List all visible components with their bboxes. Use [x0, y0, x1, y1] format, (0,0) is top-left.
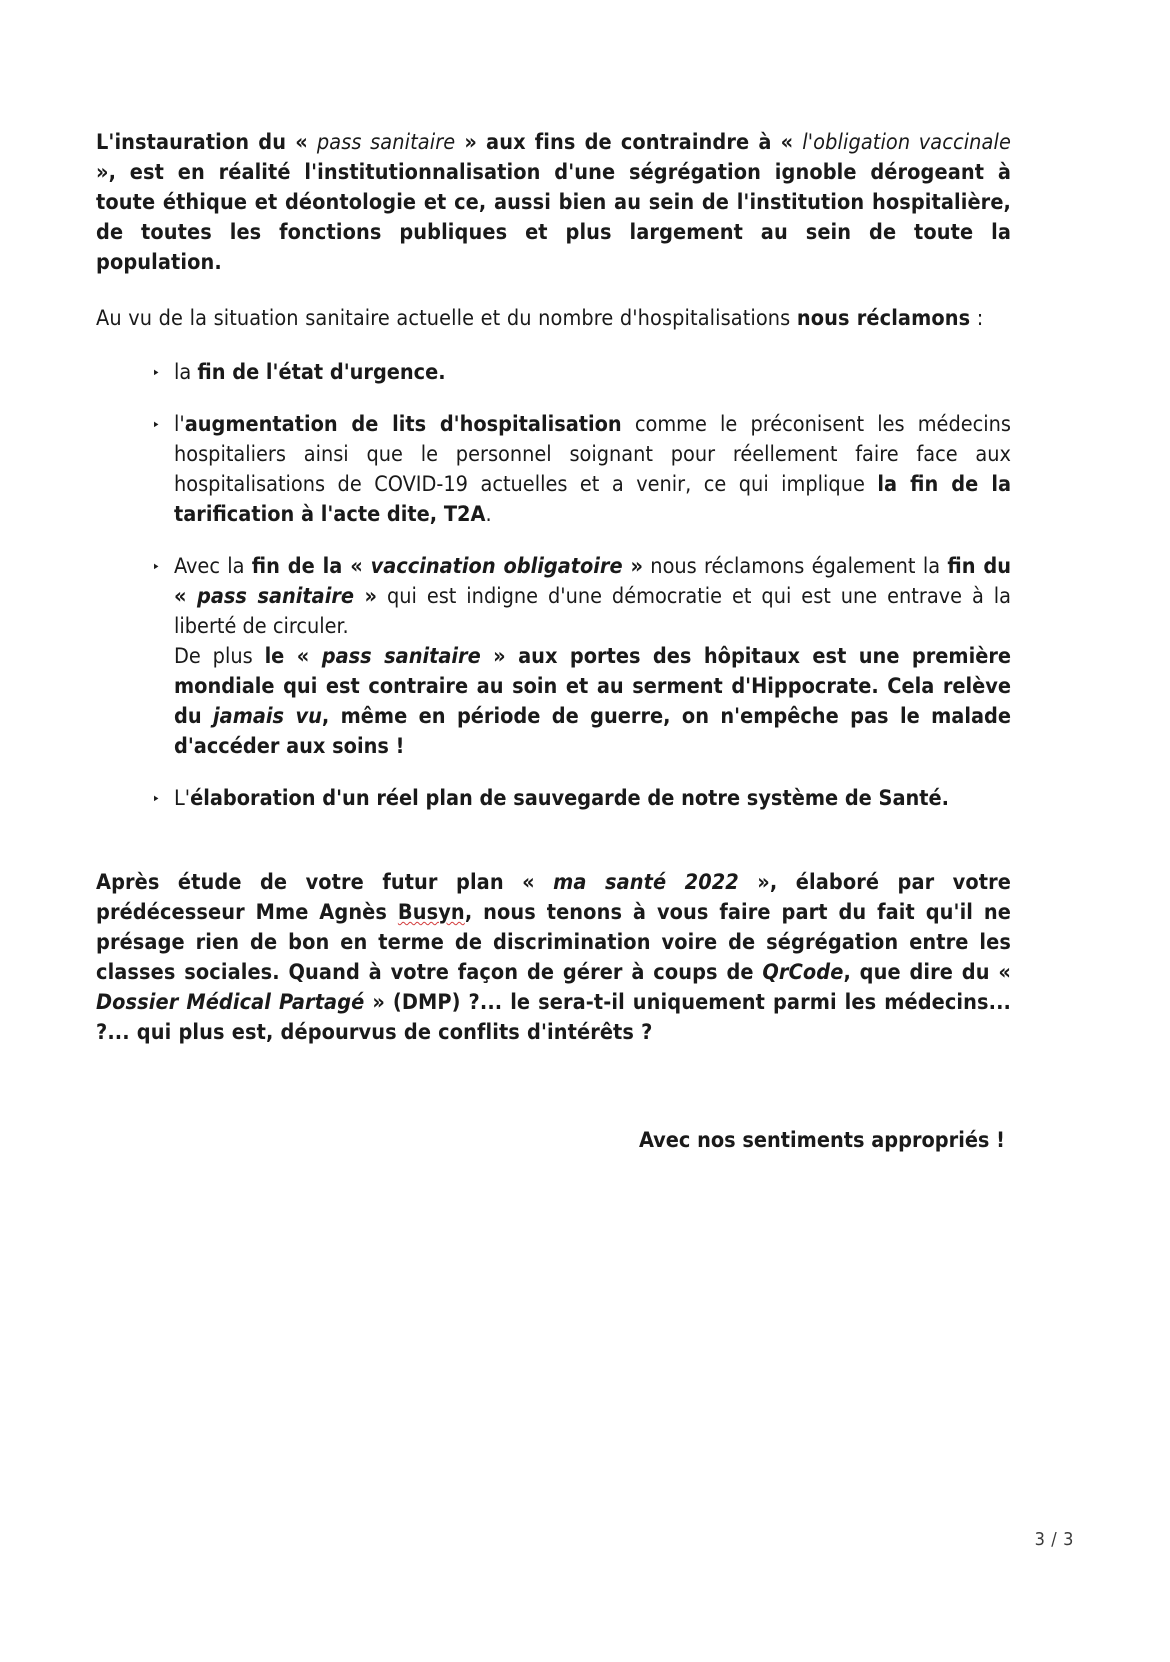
bold-run: » aux portes des hôpitaux est une première mondiale qui est contraire au soin et au serment d'Hippocrate. Cela relève du: [174, 644, 1011, 729]
page-number: 3 / 3: [1034, 1529, 1074, 1550]
text-run: qui est indigne d'une démocratie et qui est une entrave à la liberté de circuler.: [174, 584, 1011, 639]
text-run: De plus: [174, 644, 265, 669]
italic-obligation-vaccinale: l'obligation vaccinale: [802, 130, 1011, 155]
bolditalic-ma-sante-2022: ma santé 2022: [553, 870, 739, 895]
text-run: :: [970, 306, 984, 331]
guillemet-open: «: [295, 130, 317, 155]
text-run: , que dire du «: [843, 960, 1011, 985]
bold-augmentation-lits: augmentation de lits d'hospitalisation: [184, 412, 622, 437]
paragraph-apres-etude: [96, 868, 1011, 1048]
text-run: la: [174, 360, 198, 385]
bolditalic-pass-sanitaire: pass sanitaire: [197, 584, 355, 609]
text-run: » (DMP) ?... le sera-t-il uniquement parmi les médecins... ?... qui plus est, dépourvus de conflits d'intérêts ?: [96, 990, 1011, 1045]
document-body: [96, 128, 1011, 1178]
spacer: [96, 814, 1011, 868]
bolditalic-pass-sanitaire: pass sanitaire: [321, 644, 481, 669]
text-run: nous réclamons également la: [643, 554, 948, 579]
text-run: », élaboré par votre prédécesseur Mme Agnès: [96, 870, 1011, 925]
bold-run: fin de l'état d'urgence.: [197, 360, 446, 385]
bold-t2a: la fin de la tarification à l'acte dite, T2A: [174, 472, 1011, 527]
bold-run: élaboration d'un réel plan de sauvegarde de notre système de Santé.: [190, 786, 949, 811]
text-run: l': [174, 412, 185, 437]
triangle-bullet-icon: ‣: [152, 558, 160, 576]
bolditalic-dossier-medical-partage: Dossier Médical Partagé: [96, 990, 365, 1015]
text-run: , nous tenons à vous faire part du fait qu'il ne présage rien de bon en terme de discrimination voire de ségrégation entre les classes sociales. Quand à votre façon de gérer à coups de: [96, 900, 1011, 985]
demands-list: [96, 358, 1011, 814]
guillemet-open: «: [780, 130, 803, 155]
triangle-bullet-icon: ‣: [152, 790, 160, 808]
closing-salutation: Avec nos sentiments appropriés !: [638, 1128, 1005, 1153]
guillemet-close: »,: [96, 160, 117, 185]
guillemet-close: »: [455, 130, 477, 155]
list-item-fin-etat-urgence: [152, 358, 1011, 388]
text-run: Après étude de votre futur plan «: [96, 870, 554, 895]
paragraph-instauration: [96, 128, 1011, 278]
text-run: L'instauration du: [96, 130, 296, 155]
text-run: .: [485, 502, 492, 527]
text-run: L': [174, 786, 191, 811]
bolditalic-vaccination-obligatoire: vaccination obligatoire: [370, 554, 623, 579]
bold-run: »: [622, 554, 643, 579]
list-item-augmentation-lits: [152, 410, 1011, 530]
triangle-bullet-icon: ‣: [152, 364, 160, 382]
bolditalic-jamais-vu: jamais vu: [213, 704, 322, 729]
bold-run: fin du «: [174, 554, 1011, 609]
bold-run: , même en période de guerre, on n'empêche pas le malade d'accéder aux soins !: [174, 704, 1011, 759]
text-run: aux fins de contraindre à: [476, 130, 781, 155]
bold-run: fin de la «: [251, 554, 371, 579]
text-run: comme le préconisent les médecins hospitaliers ainsi que le personnel soignant pour réellement faire face aux hospitalisations de COVID-19 actuelles et a venir, ce qui implique: [174, 412, 1012, 497]
text-run: Avec la: [174, 554, 252, 579]
italic-pass-sanitaire: pass sanitaire: [316, 130, 456, 155]
list-item-elaboration-plan: [152, 784, 1011, 814]
text-run: Au vu de la situation sanitaire actuelle et du nombre d'hospitalisations: [96, 306, 797, 331]
paragraph-au-vu: [96, 304, 1011, 334]
misspelled-word-busyn: Busyn: [397, 900, 465, 925]
bold-run: »: [354, 584, 378, 609]
triangle-bullet-icon: ‣: [152, 416, 160, 434]
list-item-vaccination-obligatoire: [152, 552, 1011, 762]
text-run: est en réalité l'institutionnalisation d'une ségrégation ignoble dérogeant à toute éthique et déontologie et ce, aussi bien au sein de l'institution hospitalière, de toutes les fonctions publiques et plus largement au sein de toute la population.: [96, 160, 1011, 275]
bolditalic-qrcode: QrCode: [762, 960, 844, 985]
bold-run: le «: [264, 644, 322, 669]
bold-nous-reclamons: nous réclamons: [796, 306, 971, 331]
sub-paragraph-de-plus: [174, 642, 1011, 762]
